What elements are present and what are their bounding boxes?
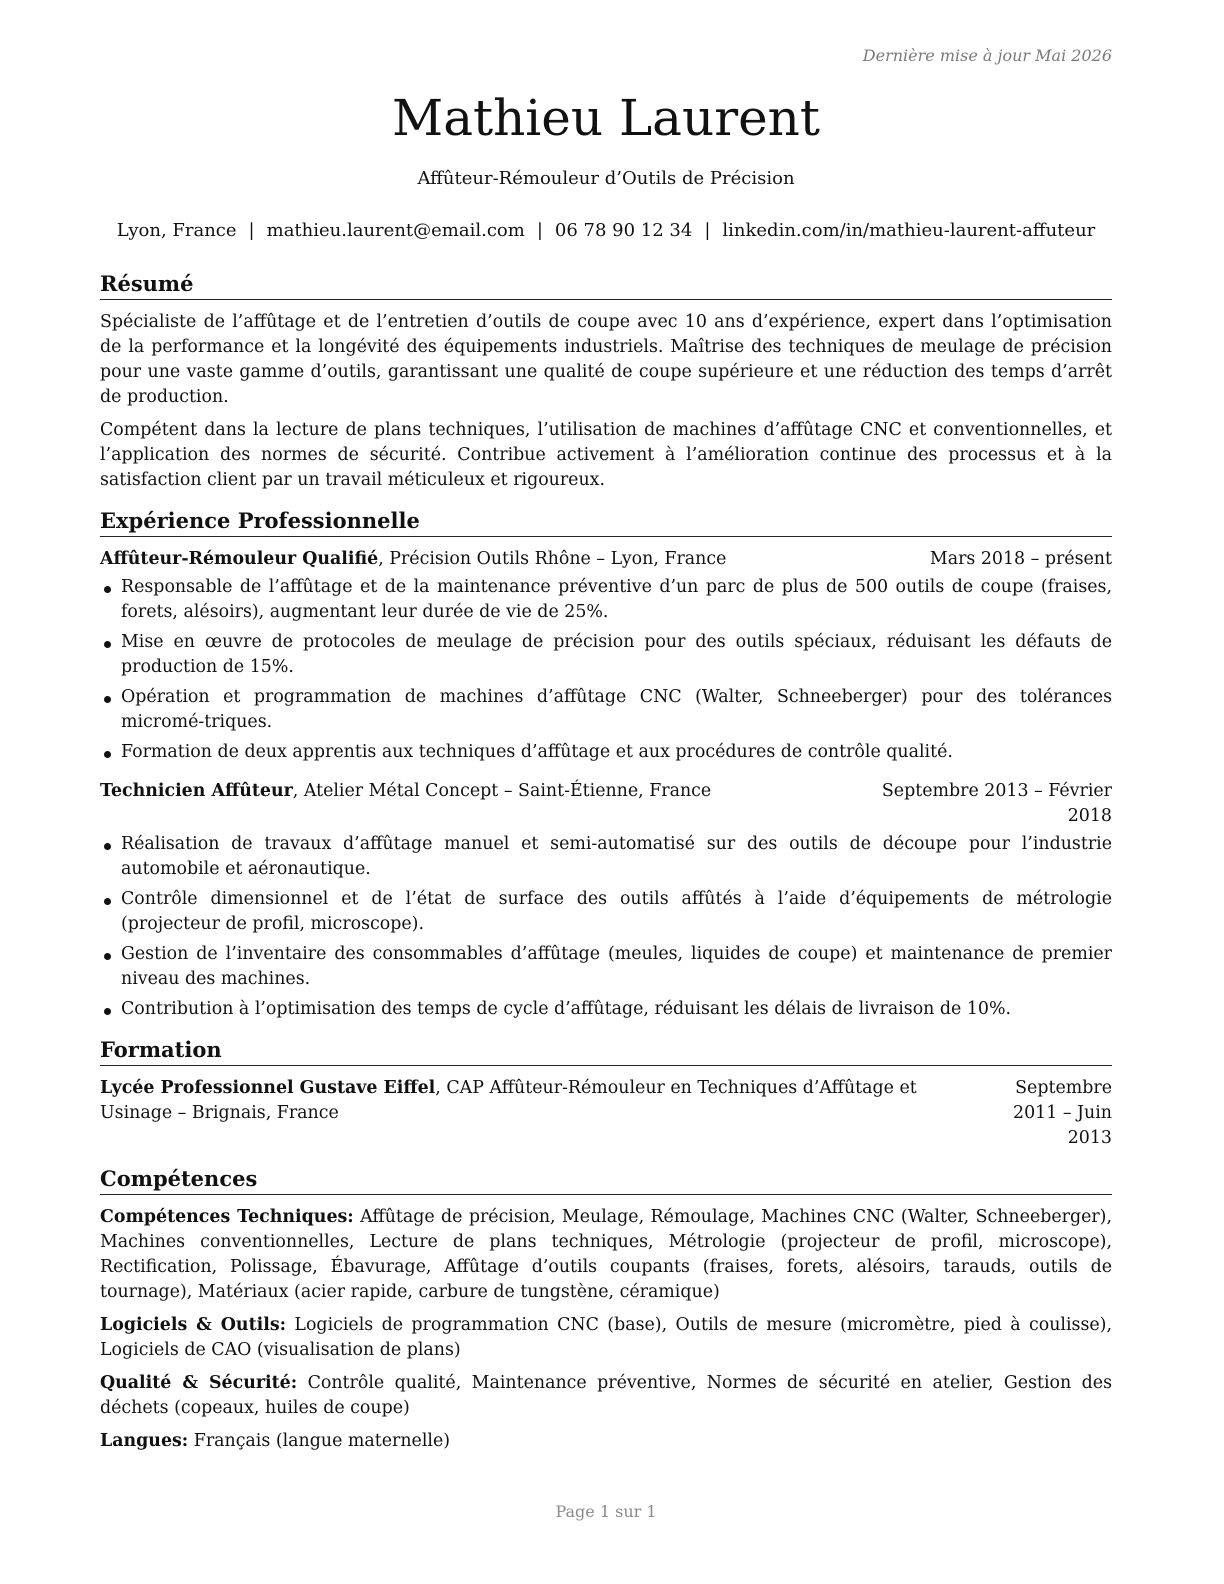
list-item: Contrôle dimensionnel et de l’état de surface des outils affûtés à l’aide d’équipements de métrologie (projecteur de profil, microscope). <box>100 887 1112 937</box>
bullet-icon <box>104 898 111 905</box>
bullet-icon <box>104 586 111 593</box>
last-updated: Dernière mise à jour Mai 2026 <box>862 46 1112 65</box>
job-position: Technicien Affûteur <box>100 781 293 801</box>
bullet-icon <box>104 641 111 648</box>
job-company: , Atelier Métal Concept – Saint-Étienne, France <box>292 781 712 801</box>
bullet-icon <box>104 751 111 758</box>
skill-label: Qualité & Sécurité: <box>100 1373 298 1393</box>
education-school: Lycée Professionnel Gustave Eiffel <box>100 1078 436 1098</box>
contact-linkedin[interactable]: linkedin.com/in/mathieu-laurent-affuteur <box>722 220 1096 241</box>
education-dates: Septembre 2011 – Juin 2013 <box>1013 1078 1112 1148</box>
job-position: Affûteur-Rémouleur Qualifié <box>100 549 379 569</box>
bullet-icon <box>104 843 111 850</box>
section-heading-skills: Compétences <box>100 1165 1112 1195</box>
contact-phone: 06 78 90 12 34 <box>554 220 693 241</box>
section-heading-education: Formation <box>100 1036 1112 1066</box>
contact-location: Lyon, France <box>116 220 237 241</box>
job-company: , Précision Outils Rhône – Lyon, France <box>378 549 727 569</box>
job-entry <box>100 547 1112 765</box>
skill-group <box>100 1313 1112 1363</box>
list-item: Contribution à l’optimisation des temps de cycle d’affûtage, réduisant les délais de livraison de 10%. <box>100 997 1112 1022</box>
skill-group <box>100 1371 1112 1421</box>
contact-line <box>100 220 1112 241</box>
list-item: Responsable de l’affûtage et de la maintenance préventive d’un parc de plus de 500 outils de coupe (fraises, forets, alésoirs), augmentant leur durée de vie de 25%. <box>100 575 1112 625</box>
bullet-icon <box>104 953 111 960</box>
list-item: Mise en œuvre de protocoles de meulage de précision pour des outils spéciaux, réduisant les défauts de production de 15%. <box>100 630 1112 680</box>
skill-group <box>100 1429 1112 1454</box>
section-heading-summary: Résumé <box>100 270 1112 300</box>
experience-section <box>100 507 1112 1022</box>
skill-label: Compétences Techniques: <box>100 1207 354 1227</box>
job-dates: Mars 2018 – présent <box>929 549 1112 569</box>
bullet-icon <box>104 696 111 703</box>
skill-text: Français (langue maternelle) <box>188 1431 451 1451</box>
contact-separator: | <box>704 220 711 241</box>
summary-section <box>100 270 1112 493</box>
skill-text: Affûtage de précision, Meulage, Rémoulage, Machines CNC (Walter, Schneeberger), Machines conventionnelles, Lecture de plans techniques, Métrologie (projecteur de profil, microscope), Rectification, Polissage, Ébavurage, Affûtage d’outils coupants (fraises, forets, alésoirs, tarauds, outils de tournage), Matériaux (acier rapide, carbure de tungstène, céramique) <box>100 1207 1112 1302</box>
job-header <box>100 547 1112 572</box>
list-item: Réalisation de travaux d’affûtage manuel et semi-automatisé sur des outils de découpe pour l’industrie automobile et aéronautique. <box>100 832 1112 882</box>
skill-label: Langues: <box>100 1431 189 1451</box>
list-item: Formation de deux apprentis aux techniques d’affûtage et aux procédures de contrôle qualité. <box>100 740 1112 765</box>
job-bullets <box>100 575 1112 765</box>
skills-section <box>100 1165 1112 1454</box>
education-detail: , CAP Affûteur-Rémouleur en Techniques d’Affûtage et Usinage – Brignais, France <box>100 1078 917 1123</box>
contact-email[interactable]: mathieu.laurent@email.com <box>266 220 525 241</box>
skill-text: Contrôle qualité, Maintenance préventive, Normes de sécurité en atelier, Gestion des déchets (copeaux, huiles de coupe) <box>100 1373 1112 1418</box>
page-number: Page 1 sur 1 <box>555 1502 657 1521</box>
summary-paragraph: Spécialiste de l’affûtage et de l’entretien d’outils de coupe avec 10 ans d’expérience, expert dans l’optimisation de la performance et la longévité des équipements industriels. Maîtrise des techniques de meulage de précision pour une vaste gamme d’outils, garantissant une qualité de coupe supérieure et une réduction des temps d’arrêt de production. <box>100 312 1112 407</box>
job-bullets <box>100 832 1112 1022</box>
skill-group <box>100 1205 1112 1305</box>
job-header <box>100 779 1112 829</box>
section-heading-experience: Expérience Professionnelle <box>100 507 1112 537</box>
education-entry <box>100 1076 1112 1151</box>
skill-label: Logiciels & Outils: <box>100 1315 287 1335</box>
job-dates: Septembre 2013 – Février 2018 <box>881 781 1112 826</box>
candidate-name: Mathieu Laurent <box>392 89 820 147</box>
job-entry <box>100 779 1112 1022</box>
skill-text: Logiciels de programmation CNC (base), Outils de mesure (micromètre, pied à coulisse), Logiciels de CAO (visualisation de plans) <box>100 1315 1112 1360</box>
contact-separator: | <box>248 220 255 241</box>
summary-paragraph: Compétent dans la lecture de plans techniques, l’utilisation de machines d’affûtage CNC et conventionnelles, et l’application des normes de sécurité. Contribue activement à l’amélioration continue des processus et à la satisfaction client par un travail méticuleux et rigoureux. <box>100 420 1112 490</box>
resume-body <box>100 270 1112 1468</box>
contact-separator: | <box>536 220 543 241</box>
job-title: Affûteur-Rémouleur d’Outils de Précision <box>417 168 795 189</box>
list-item: Gestion de l’inventaire des consommables d’affûtage (meules, liquides de coupe) et maintenance de premier niveau des machines. <box>100 942 1112 992</box>
resume-page <box>100 0 1112 1584</box>
list-item: Opération et programmation de machines d’affûtage CNC (Walter, Schneeberger) pour des tolérances micromé-triques. <box>100 685 1112 735</box>
bullet-icon <box>104 1008 111 1015</box>
education-section <box>100 1036 1112 1151</box>
